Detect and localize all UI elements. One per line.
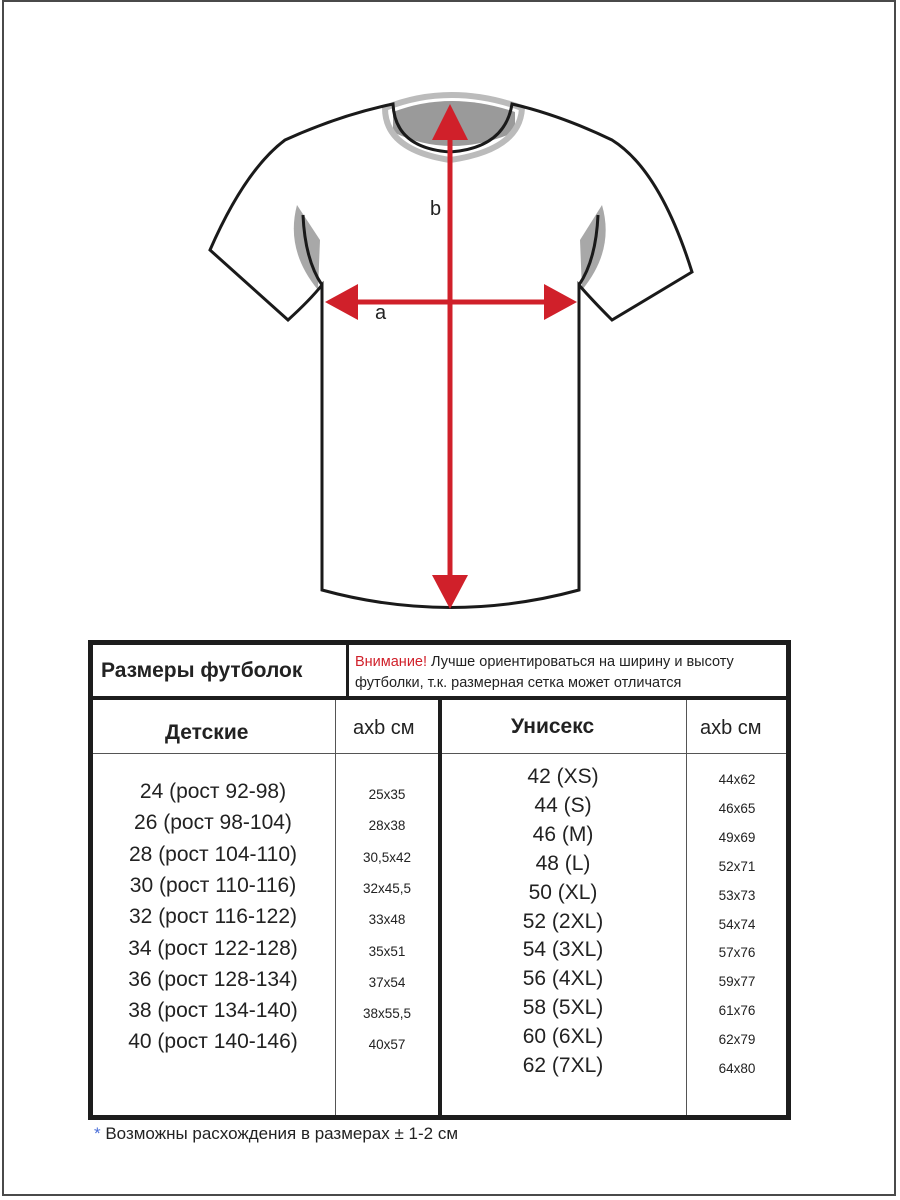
- unisex-dims-cell: 46x65: [718, 800, 756, 816]
- unisex-dims-cell: 61x76: [718, 1003, 756, 1019]
- unisex-size-cell: 54 (3XL): [522, 938, 604, 962]
- arrow-a-head-right: [544, 284, 577, 320]
- warning-label: Внимание!: [355, 654, 428, 670]
- kids-size-cell: 34 (рост 122-128): [128, 936, 298, 960]
- size-table: [88, 640, 791, 1120]
- kids-dims-cell: 33x48: [368, 912, 406, 928]
- unisex-dims-cell: 64x80: [718, 1061, 756, 1076]
- kids-dims-cell: 38x55,5: [362, 1006, 412, 1022]
- footnote-text: Возможны расхождения в размерах ± 1-2 см: [100, 1124, 459, 1143]
- kids-dims-cell: 32x45,5: [362, 880, 412, 896]
- table-title: Размеры футболок: [101, 659, 303, 682]
- unisex-dims-cell: 57x76: [718, 945, 756, 961]
- kids-size-cell: 32 (рост 116-122): [129, 905, 297, 929]
- unisex-dims-cell: 49x69: [718, 829, 756, 845]
- unisex-size-cell: 52 (2XL): [522, 909, 604, 933]
- kids-dims-cell: 35x51: [368, 943, 406, 959]
- footnote-star: *: [94, 1124, 101, 1143]
- arrow-a-head-left: [325, 284, 358, 320]
- kids-dims-cell: 28x38: [368, 818, 406, 834]
- kids-size-cell: 26 (рост 98-104): [134, 811, 292, 835]
- kids-dims-cell: 40x57: [368, 1037, 406, 1053]
- unisex-size-cell: 44 (S): [534, 793, 592, 817]
- unisex-size-cell: 48 (L): [535, 851, 591, 875]
- unisex-dims-cell: 52x71: [718, 858, 756, 874]
- unisex-size-cell: 46 (M): [532, 822, 594, 846]
- table-header-row: [93, 645, 786, 700]
- kids-size-cell: 28 (рост 104-110): [129, 842, 297, 866]
- unisex-header: Унисекс: [511, 715, 595, 738]
- kids-header: Детские: [165, 721, 249, 744]
- unisex-size-cell: 62 (7XL): [522, 1054, 604, 1077]
- warning-text-1: Лучше ориентироваться на ширину и высоту: [427, 654, 734, 670]
- kids-size-cell: 40 (рост 140-146): [128, 1030, 298, 1054]
- unisex-size-cell: 42 (XS): [527, 765, 599, 788]
- unisex-size-cell: 60 (6XL): [522, 1025, 604, 1049]
- label-b: b: [430, 198, 442, 220]
- kids-size-cell: 36 (рост 128-134): [128, 967, 298, 991]
- kids-size-cell: 24 (рост 92-98): [139, 780, 287, 803]
- kids-size-cell: 38 (рост 134-140): [128, 999, 298, 1023]
- unisex-dims-cell: 62x79: [718, 1032, 756, 1048]
- unisex-dims-cell: 59x77: [718, 974, 756, 990]
- unisex-dims-header: axb см: [700, 717, 762, 739]
- unisex-size-cell: 50 (XL): [528, 880, 598, 904]
- warning-text-2: футболки, т.к. размерная сетка может отличатся: [355, 675, 682, 691]
- kids-dims-cell: 25x35: [368, 787, 406, 802]
- unisex-dims-cell: 53x73: [718, 887, 756, 903]
- kids-dims-cell: 37x54: [368, 974, 406, 990]
- unisex-dims-cell: 44x62: [718, 772, 756, 787]
- warning-note: [355, 652, 785, 694]
- label-a: a: [375, 302, 387, 324]
- kids-size-cell: 30 (рост 110-116): [129, 873, 297, 897]
- arrow-b-head-bottom: [432, 575, 468, 609]
- kids-dims-header: axb см: [353, 717, 415, 739]
- footnote: [94, 1124, 458, 1144]
- unisex-size-cell: 58 (5XL): [522, 996, 604, 1020]
- unisex-dims-cell: 54x74: [718, 916, 756, 932]
- kids-dims-cell: 30,5x42: [362, 849, 412, 865]
- unisex-size-cell: 56 (4XL): [522, 967, 604, 991]
